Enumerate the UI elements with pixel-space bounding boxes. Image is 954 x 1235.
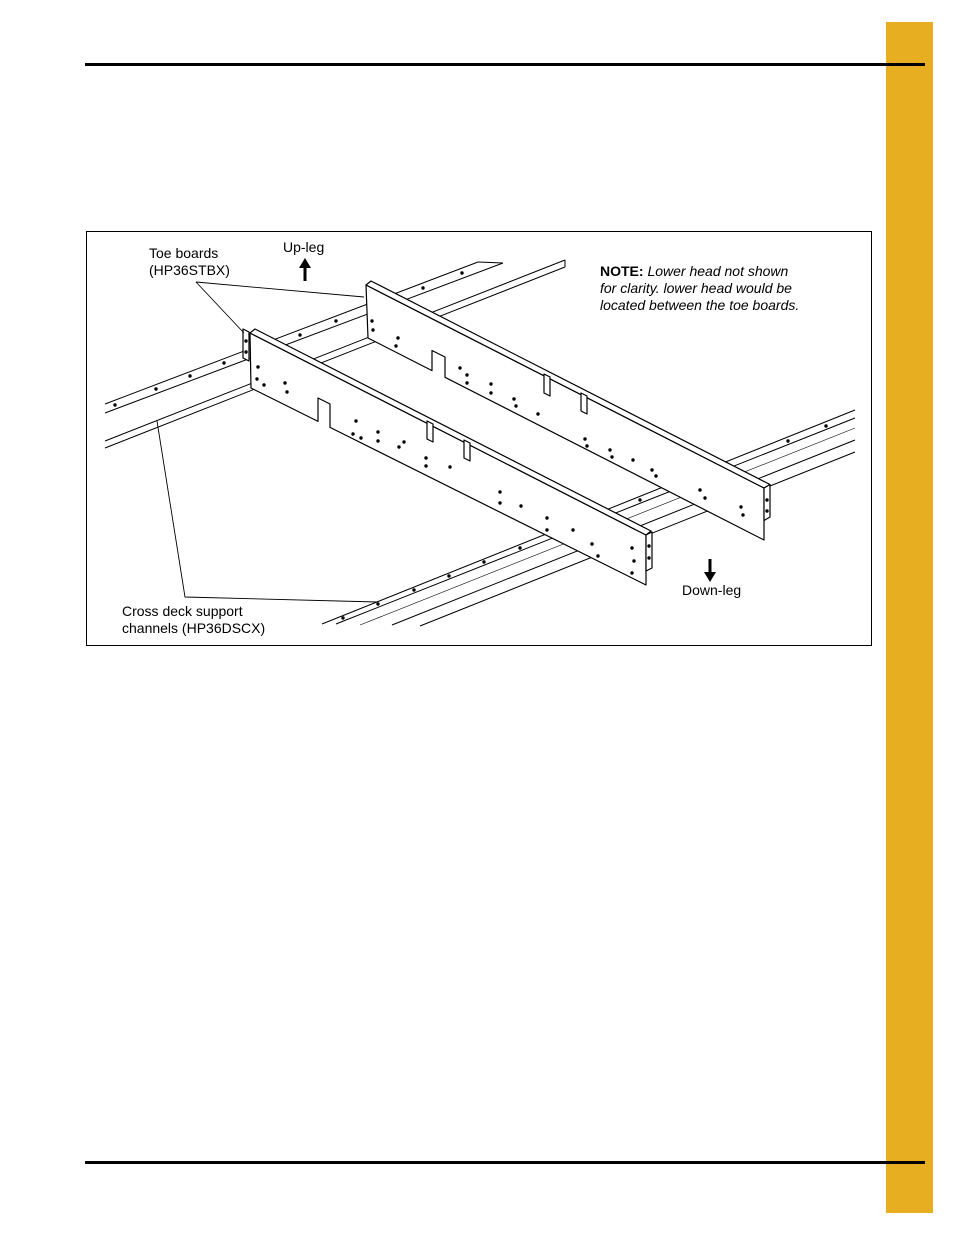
channel-upper-hole	[460, 271, 463, 274]
toe-board-back-hole	[739, 505, 742, 508]
bracket-hole	[244, 350, 247, 353]
note-text-line2: for clarity. lower head would be	[600, 280, 792, 296]
toe-board-front-hole	[448, 465, 451, 468]
channel-lower-hole	[824, 424, 827, 427]
toe-boards-callout	[149, 245, 230, 279]
channel-lower-hole	[518, 546, 521, 549]
note-callout	[600, 263, 799, 314]
toe-board-front-hole	[402, 440, 405, 443]
toe-board-back-hole	[741, 513, 744, 516]
toe-board-front-hole	[630, 571, 633, 574]
channel-lower-hole	[638, 498, 641, 501]
down-arrow-icon	[704, 559, 716, 582]
toe-board-front-hole	[424, 456, 427, 459]
channel-upper-hole	[421, 286, 424, 289]
bracket-hole	[765, 498, 768, 501]
toe-board-front-hole	[359, 436, 362, 439]
toe-board-back-splice-tab	[581, 393, 587, 414]
toe-board-back-hole	[650, 468, 653, 471]
toe-board-front-hole	[283, 381, 286, 384]
toe-board-back-splice-tab	[544, 374, 550, 396]
toe-board-front-hole	[376, 439, 379, 442]
cross-deck-callout-line1: Cross deck support	[122, 603, 243, 619]
toe-board-back-hole	[703, 496, 706, 499]
toe-board-back-hole	[536, 412, 539, 415]
toe-board-back-hole	[396, 336, 399, 339]
note-line1	[600, 263, 799, 280]
up-leg-label: Up-leg	[283, 239, 325, 255]
toe-board-front-hole	[424, 464, 427, 467]
toe-board-front-hole	[351, 432, 354, 435]
toe-board-front-hole	[256, 365, 259, 368]
toe-board-front-hole	[285, 390, 288, 393]
toe-board-front-splice-tab	[427, 421, 433, 442]
toe-board-back-hole	[465, 373, 468, 376]
channel-upper-hole	[222, 361, 225, 364]
toe-board-front-hole	[596, 554, 599, 557]
toe-board-front-hole	[354, 419, 357, 422]
toe-board-front-hole	[397, 445, 400, 448]
channel-upper-end-cap	[478, 262, 503, 263]
toe-board-front-hole	[545, 528, 548, 531]
toe-board-back-hole	[631, 458, 634, 461]
toe-boards-leader-back	[196, 282, 364, 297]
toe-board-back-hole	[458, 366, 461, 369]
channel-upper-hole	[298, 333, 301, 336]
cross-deck-callout	[122, 603, 265, 637]
section-tab	[886, 22, 933, 1213]
toe-board-front-hole	[590, 542, 593, 545]
channel-lower-hole	[482, 560, 485, 563]
leader-lines	[157, 282, 377, 602]
bracket-hole	[647, 544, 650, 547]
toe-board-front-splice-tab	[464, 440, 470, 461]
bracket-hole	[765, 509, 768, 512]
down-leg-label: Down-leg	[682, 582, 742, 598]
bracket-hole	[647, 556, 650, 559]
toe-board-back-hole	[489, 391, 492, 394]
toe-board-front-right-bracket	[646, 532, 652, 571]
toe-board-front-hole	[571, 528, 574, 531]
toe-board-back-hole	[585, 444, 588, 447]
toe-board-back-hole	[394, 344, 397, 347]
toe-board-front-hole	[630, 546, 633, 549]
toe-board-back-hole	[514, 404, 517, 407]
toe-boards-leader-front	[196, 282, 244, 333]
toe-board-back-hole	[654, 474, 657, 477]
toe-board-front-hole	[255, 377, 258, 380]
toe-board-back-hole	[371, 328, 374, 331]
toe-board-back-hole	[608, 448, 611, 451]
toe-board-back-hole	[583, 437, 586, 440]
channel-upper-hole	[154, 387, 157, 390]
toe-board-back-hole	[698, 488, 701, 491]
cross-deck-callout-line2: channels (HP36DSCX)	[122, 620, 266, 636]
toe-board-back-hole	[512, 397, 515, 400]
channel-lower-hole	[786, 439, 789, 442]
channel-lower-hole	[412, 588, 415, 591]
channel-upper-hole	[113, 403, 116, 406]
footer-rule	[85, 1161, 925, 1164]
channel-upper-hole	[334, 319, 337, 322]
toe-board-back-hole	[610, 455, 613, 458]
note-label: NOTE:	[600, 263, 644, 279]
channel-lower-hole	[376, 602, 379, 605]
toe-boards-callout-line1: Toe boards	[149, 245, 219, 261]
channel-upper-hole	[188, 374, 191, 377]
toe-board-back-hole	[489, 382, 492, 385]
channel-lower-hole	[447, 574, 450, 577]
toe-board-front-hole	[498, 501, 501, 504]
toe-board-back-hole	[465, 381, 468, 384]
header-rule	[85, 63, 925, 66]
toe-board-back-end-bracket	[764, 485, 770, 521]
toe-board-front-left-bracket	[243, 329, 249, 361]
note-text-line1: Lower head not shown	[647, 263, 789, 279]
channel-lower-hole	[341, 616, 344, 619]
toe-board-front-hole	[545, 516, 548, 519]
figure-toe-board-installation	[86, 231, 872, 646]
toe-board-front-hole	[376, 430, 379, 433]
cross-deck-leader	[157, 421, 377, 602]
toe-board-front-hole	[262, 383, 265, 386]
toe-board-front-hole	[498, 490, 501, 493]
toe-board-front-hole	[519, 504, 522, 507]
toe-boards-callout-line2: (HP36STBX)	[149, 262, 230, 278]
up-arrow-icon	[299, 258, 311, 281]
toe-board-front-hole	[632, 559, 635, 562]
note-text-line3: located between the toe boards.	[600, 297, 800, 313]
bracket-hole	[244, 339, 247, 342]
toe-board-back-hole	[370, 319, 373, 322]
